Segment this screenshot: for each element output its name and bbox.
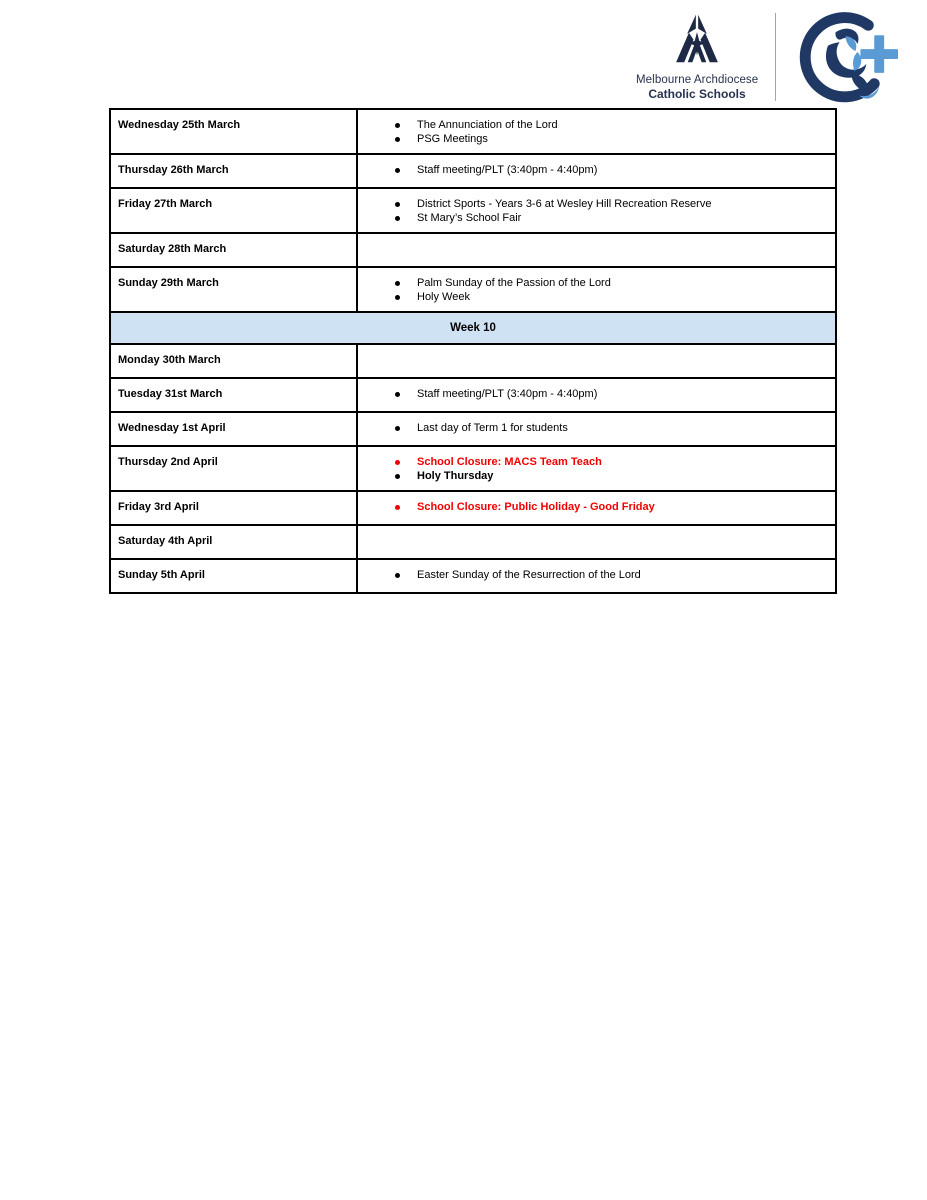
events-list — [365, 163, 827, 177]
events-cell — [357, 109, 836, 154]
events-cell — [357, 559, 836, 593]
events-list — [365, 568, 827, 582]
date-cell: Friday 27th March — [110, 188, 357, 233]
date-cell: Friday 3rd April — [110, 491, 357, 525]
week-banner-label: Week 10 — [110, 312, 836, 344]
catholic-identity-logo-icon — [798, 6, 900, 106]
date-cell: Wednesday 25th March — [110, 109, 357, 154]
macs-logo — [636, 12, 758, 101]
calendar-day-row — [110, 412, 836, 446]
date-cell: Saturday 4th April — [110, 525, 357, 559]
calendar-table — [109, 108, 837, 594]
event-item: Easter Sunday of the Resurrection of the Lord — [393, 568, 827, 582]
event-item: Palm Sunday of the Passion of the Lord — [393, 276, 827, 290]
calendar-table-body — [110, 109, 836, 593]
event-item: Staff meeting/PLT (3:40pm - 4:40pm) — [393, 163, 827, 177]
date-cell: Wednesday 1st April — [110, 412, 357, 446]
macs-logo-text-line1: Melbourne Archdiocese — [636, 74, 759, 86]
event-item: Last day of Term 1 for students — [393, 421, 827, 435]
events-cell — [357, 378, 836, 412]
event-item: School Closure: Public Holiday - Good Friday — [393, 500, 827, 514]
events-list — [365, 276, 827, 304]
events-list — [365, 421, 827, 435]
calendar-day-row — [110, 267, 836, 312]
event-item: Staff meeting/PLT (3:40pm - 4:40pm) — [393, 387, 827, 401]
date-cell: Thursday 2nd April — [110, 446, 357, 491]
calendar-day-row — [110, 188, 836, 233]
event-item: St Mary’s School Fair — [393, 211, 827, 225]
events-cell — [357, 412, 836, 446]
events-list — [365, 118, 827, 146]
event-item: The Annunciation of the Lord — [393, 118, 827, 132]
calendar-day-row — [110, 446, 836, 491]
calendar-day-row — [110, 109, 836, 154]
event-item: PSG Meetings — [393, 132, 827, 146]
date-cell: Sunday 29th March — [110, 267, 357, 312]
event-item: Holy Week — [393, 290, 827, 304]
calendar-day-row — [110, 344, 836, 378]
events-cell — [357, 491, 836, 525]
macs-logo-text-line2: Catholic Schools — [648, 87, 746, 101]
events-cell — [357, 446, 836, 491]
events-cell — [357, 344, 836, 378]
date-cell: Saturday 28th March — [110, 233, 357, 267]
event-item: District Sports - Years 3-6 at Wesley Hill Recreation Reserve — [393, 197, 827, 211]
calendar-day-row — [110, 154, 836, 188]
events-cell — [357, 188, 836, 233]
calendar-day-row — [110, 233, 836, 267]
events-list — [365, 387, 827, 401]
calendar-day-row — [110, 525, 836, 559]
event-item: School Closure: MACS Team Teach — [393, 455, 827, 469]
date-cell: Tuesday 31st March — [110, 378, 357, 412]
events-list — [365, 455, 827, 483]
calendar-day-row — [110, 491, 836, 525]
events-cell — [357, 525, 836, 559]
date-cell: Sunday 5th April — [110, 559, 357, 593]
calendar-day-row — [110, 378, 836, 412]
logo-divider — [775, 13, 776, 101]
date-cell: Monday 30th March — [110, 344, 357, 378]
calendar-day-row — [110, 559, 836, 593]
events-cell — [357, 233, 836, 267]
events-list — [365, 500, 827, 514]
events-list — [365, 197, 827, 225]
macs-logo-icon — [668, 12, 726, 72]
events-cell — [357, 154, 836, 188]
week-banner-row — [110, 312, 836, 344]
event-item: Holy Thursday — [393, 469, 827, 483]
events-cell — [357, 267, 836, 312]
date-cell: Thursday 26th March — [110, 154, 357, 188]
